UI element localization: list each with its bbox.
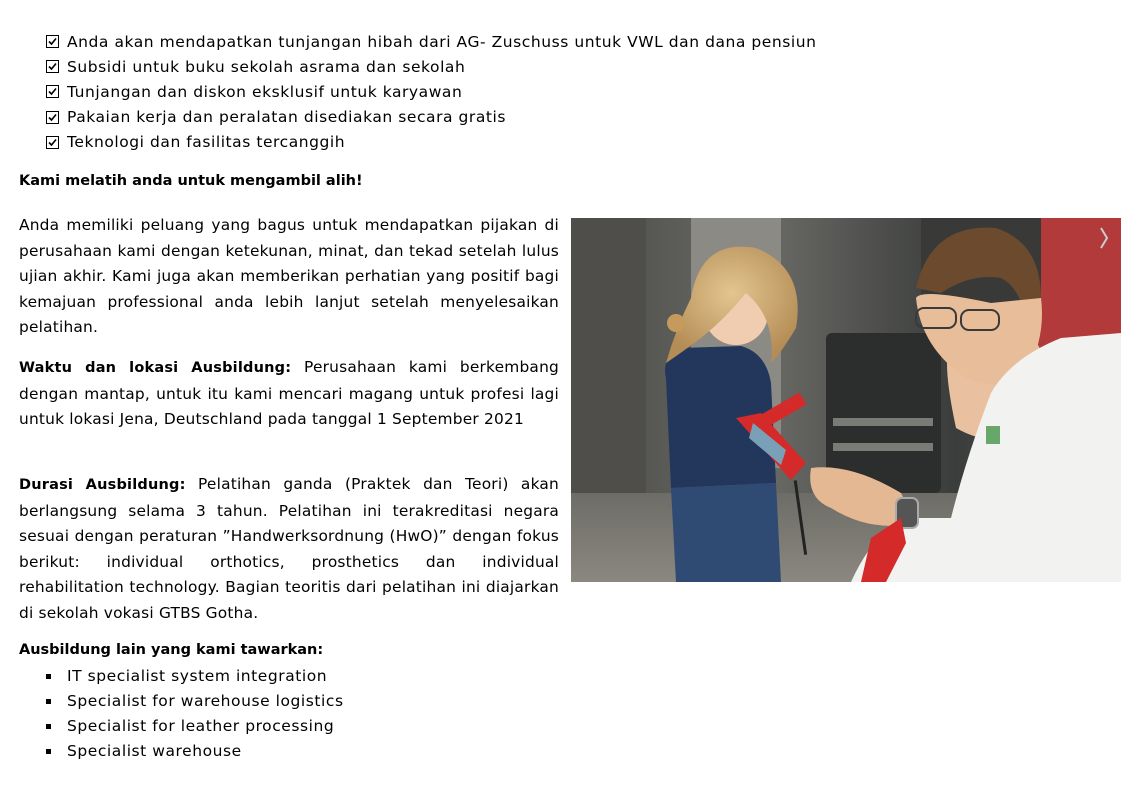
benefit-item: Teknologi dan fasilitas tercanggih bbox=[46, 130, 816, 155]
benefit-item: Subsidi untuk buku sekolah asrama dan sekolah bbox=[46, 54, 816, 79]
program-item: Specialist for leather processing bbox=[44, 714, 344, 739]
square-bullet-icon bbox=[46, 674, 51, 679]
duration-paragraph bbox=[19, 472, 559, 626]
time-location-text: Perusahaan kami berkembang dengan mantap, untuk itu kami mencari magang untuk profesi lagi untuk lokasi Jena, Deutschland pada tanggal 1 September 2021 bbox=[19, 358, 559, 428]
square-bullet-icon bbox=[46, 749, 51, 754]
intro-paragraph: Anda memiliki peluang yang bagus untuk mendapatkan pijakan di perusahaan kami dengan ketekunan, minat, dan tekad setelah lulus ujian akhir. Kami juga akan memberikan perhatian yang positif bagi kemajuan professional anda lebih lanjut setelah menyelesaikan pelatihan. bbox=[19, 216, 559, 336]
benefits-list bbox=[46, 29, 816, 155]
training-heading: Kami melatih anda untuk mengambil alih! bbox=[19, 173, 363, 189]
checkbox-checked-icon bbox=[46, 111, 59, 124]
program-item: Specialist warehouse bbox=[44, 739, 344, 764]
checkbox-checked-icon bbox=[46, 35, 59, 48]
duration-text: Pelatihan ganda (Praktek dan Teori) akan berlangsung selama 3 tahun. Pelatihan ini terakreditasi negara sesuai dengan peraturan ”Handwerksordnung (HwO)” dengan fokus berikut: individual orthotics, prosthetics dan individual rehabilitation technology. Bagian teoritis dari pelatihan ini diajarkan di sekolah vokasi GTBS Gotha. bbox=[19, 475, 559, 622]
benefit-item: Tunjangan dan diskon eksklusif untuk karyawan bbox=[46, 79, 816, 104]
benefit-item: Pakaian kerja dan peralatan disediakan secara gratis bbox=[46, 105, 816, 130]
checkbox-checked-icon bbox=[46, 85, 59, 98]
square-bullet-icon bbox=[46, 724, 51, 729]
square-bullet-icon bbox=[46, 699, 51, 704]
checkbox-checked-icon bbox=[46, 60, 59, 73]
benefit-item: Anda akan mendapatkan tunjangan hibah dari AG- Zuschuss untuk VWL dan dana pensiun bbox=[46, 29, 816, 54]
time-location-label: Waktu dan lokasi Ausbildung: bbox=[19, 360, 292, 376]
other-programs-heading: Ausbildung lain yang kami tawarkan: bbox=[19, 642, 324, 658]
program-item: Specialist for warehouse logistics bbox=[44, 689, 344, 714]
prosthetic-fitting-photo bbox=[571, 218, 1121, 582]
program-item: IT specialist system integration bbox=[44, 664, 344, 689]
other-programs-list bbox=[44, 664, 344, 764]
duration-label: Durasi Ausbildung: bbox=[19, 477, 186, 493]
checkbox-checked-icon bbox=[46, 136, 59, 149]
photo-illustration bbox=[571, 218, 1121, 582]
time-location-paragraph bbox=[19, 355, 559, 433]
